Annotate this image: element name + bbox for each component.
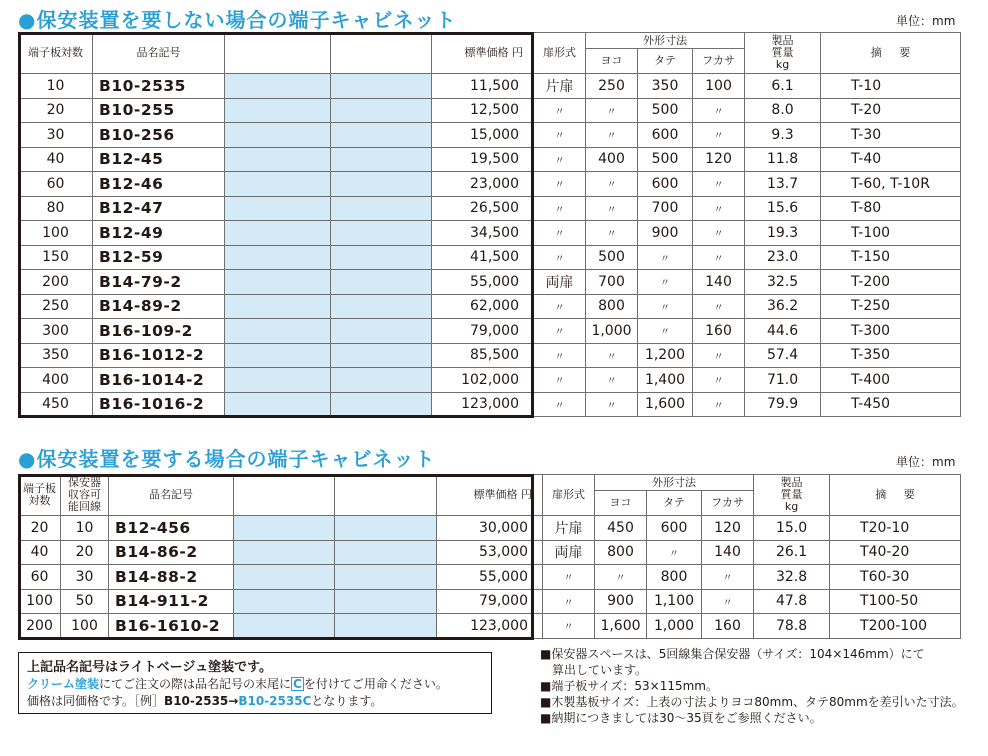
- header-dims: 外形寸法: [595, 475, 754, 491]
- note-cell: T-30: [821, 123, 961, 148]
- door-cell: 〃: [534, 343, 586, 368]
- depth-cell: 〃: [693, 172, 745, 197]
- blank-cell-2: [331, 368, 432, 393]
- note-cell: T-100: [821, 221, 961, 246]
- height-cell: 〃: [638, 270, 693, 295]
- weight-cell: 19.3: [745, 221, 821, 246]
- model-cell: B14-86-2: [109, 540, 234, 565]
- height-cell: 500: [638, 147, 693, 172]
- width-cell: 250: [586, 74, 638, 99]
- table-row: [19, 565, 961, 590]
- blank-cell-1: [225, 270, 331, 295]
- note-cell: T-10: [821, 74, 961, 99]
- price-cell: 123,000: [432, 392, 534, 417]
- door-cell: 〃: [534, 98, 586, 123]
- door-cell: 〃: [534, 147, 586, 172]
- price-cell: 41,500: [432, 245, 534, 270]
- table-row: [19, 245, 961, 270]
- blank-cell-1: [225, 221, 331, 246]
- terminals-cell: 20: [19, 516, 61, 541]
- height-cell: 600: [647, 516, 702, 541]
- header-weight: 製品 質量 kg: [745, 33, 821, 74]
- weight-cell: 79.9: [745, 392, 821, 417]
- header-terminals: 端子板対数: [19, 33, 93, 74]
- depth-cell: 〃: [693, 294, 745, 319]
- door-cell: 〃: [534, 221, 586, 246]
- terminals-cell: 10: [19, 74, 93, 99]
- weight-cell: 47.8: [754, 589, 830, 614]
- footnote-4: ■納期につきましては30～35頁をご参照ください。: [540, 711, 822, 725]
- table-row: [19, 319, 961, 344]
- table-row: [19, 540, 961, 565]
- model-cell: B12-49: [93, 221, 225, 246]
- model-cell: B12-47: [93, 196, 225, 221]
- depth-cell: 160: [693, 319, 745, 344]
- door-cell: 〃: [534, 245, 586, 270]
- section2-title: ●保安装置を要する場合の端子キャビネット: [18, 447, 436, 471]
- note-cell: T-80: [821, 196, 961, 221]
- model-cell: B16-109-2: [93, 319, 225, 344]
- header-door: 扉形式: [534, 33, 586, 74]
- cabinet-table-no-protector: [18, 32, 961, 417]
- header-height: タテ: [647, 491, 702, 516]
- weight-cell: 26.1: [754, 540, 830, 565]
- header-price: 標準価格 円: [432, 33, 534, 74]
- blank-cell-2: [331, 74, 432, 99]
- blank-cell-1: [234, 540, 335, 565]
- price-cell: 26,500: [432, 196, 534, 221]
- weight-cell: 13.7: [745, 172, 821, 197]
- weight-cell: 6.1: [745, 74, 821, 99]
- section2-unit: 単位：mm: [896, 455, 956, 469]
- price-cell: 79,000: [437, 589, 543, 614]
- weight-cell: 23.0: [745, 245, 821, 270]
- price-cell: 85,500: [432, 343, 534, 368]
- price-cell: 30,000: [437, 516, 543, 541]
- depth-cell: 120: [693, 147, 745, 172]
- blank-cell-2: [331, 123, 432, 148]
- width-cell: 〃: [595, 565, 647, 590]
- blank-cell-2: [331, 319, 432, 344]
- door-cell: 〃: [534, 294, 586, 319]
- door-cell: 〃: [534, 368, 586, 393]
- note-cell: T-250: [821, 294, 961, 319]
- weight-cell: 32.5: [745, 270, 821, 295]
- blank-cell-2: [331, 221, 432, 246]
- price-cell: 55,000: [432, 270, 534, 295]
- height-cell: 350: [638, 74, 693, 99]
- header-height: タテ: [638, 49, 693, 74]
- width-cell: 900: [595, 589, 647, 614]
- header-blank-1: [225, 33, 331, 74]
- weight-cell: 57.4: [745, 343, 821, 368]
- header-capacity: 保安器 収容可 能回線: [61, 475, 109, 516]
- width-cell: 800: [595, 540, 647, 565]
- depth-cell: 120: [702, 516, 754, 541]
- note-cell: T-40: [821, 147, 961, 172]
- blank-cell-1: [234, 516, 335, 541]
- width-cell: 500: [586, 245, 638, 270]
- notice-line-2: クリーム塗装にてご注文の際は品名記号の末尾に C を付けてご用命ください。: [27, 677, 448, 691]
- depth-cell: 〃: [702, 565, 754, 590]
- blank-cell-1: [225, 196, 331, 221]
- width-cell: 〃: [586, 392, 638, 417]
- terminals-cell: 100: [19, 221, 93, 246]
- blank-cell-2: [335, 589, 437, 614]
- table-row: [19, 343, 961, 368]
- depth-cell: 140: [693, 270, 745, 295]
- header-terminals: 端子板 対数: [19, 475, 61, 516]
- blank-cell-1: [225, 98, 331, 123]
- width-cell: 〃: [586, 98, 638, 123]
- width-cell: 〃: [586, 123, 638, 148]
- blank-cell-1: [225, 368, 331, 393]
- height-cell: 〃: [638, 245, 693, 270]
- table-row: [19, 294, 961, 319]
- blank-cell-1: [225, 392, 331, 417]
- header-price: 標準価格 円: [437, 475, 543, 516]
- note-cell: T20-10: [830, 516, 961, 541]
- blank-cell-2: [335, 614, 437, 639]
- blank-cell-2: [335, 540, 437, 565]
- note-cell: T100-50: [830, 589, 961, 614]
- header-note: 摘 要: [830, 475, 961, 516]
- header-blank-2: [331, 33, 432, 74]
- table-row: [19, 516, 961, 541]
- price-cell: 55,000: [437, 565, 543, 590]
- price-cell: 62,000: [432, 294, 534, 319]
- header-width: ヨコ: [586, 49, 638, 74]
- note-cell: T-450: [821, 392, 961, 417]
- blank-cell-1: [225, 245, 331, 270]
- depth-cell: 〃: [693, 245, 745, 270]
- model-cell: B16-1012-2: [93, 343, 225, 368]
- header-door: 扉形式: [543, 475, 595, 516]
- blank-cell-2: [331, 98, 432, 123]
- header-model: 品名記号: [109, 475, 234, 516]
- model-cell: B14-89-2: [93, 294, 225, 319]
- width-cell: 〃: [586, 196, 638, 221]
- height-cell: 1,400: [638, 368, 693, 393]
- door-cell: 両扉: [543, 540, 595, 565]
- model-cell: B10-256: [93, 123, 225, 148]
- terminals-cell: 200: [19, 614, 61, 639]
- terminals-cell: 30: [19, 123, 93, 148]
- height-cell: 500: [638, 98, 693, 123]
- door-cell: 片扉: [543, 516, 595, 541]
- header-model: 品名記号: [93, 33, 225, 74]
- table-row: [19, 98, 961, 123]
- door-cell: 〃: [534, 319, 586, 344]
- height-cell: 1,600: [638, 392, 693, 417]
- model-cell: B16-1016-2: [93, 392, 225, 417]
- blank-cell-2: [331, 245, 432, 270]
- model-cell: B10-255: [93, 98, 225, 123]
- door-cell: 〃: [534, 123, 586, 148]
- width-cell: 450: [595, 516, 647, 541]
- note-cell: T-350: [821, 343, 961, 368]
- blank-cell-2: [331, 172, 432, 197]
- terminals-cell: 40: [19, 540, 61, 565]
- door-cell: 〃: [534, 392, 586, 417]
- blank-cell-2: [331, 294, 432, 319]
- price-cell: 11,500: [432, 74, 534, 99]
- section1-unit: 単位：mm: [896, 14, 956, 28]
- terminals-cell: 60: [19, 565, 61, 590]
- width-cell: 〃: [586, 172, 638, 197]
- terminals-cell: 20: [19, 98, 93, 123]
- weight-cell: 36.2: [745, 294, 821, 319]
- blank-cell-1: [225, 294, 331, 319]
- note-cell: T60-30: [830, 565, 961, 590]
- weight-cell: 11.8: [745, 147, 821, 172]
- blank-cell-2: [331, 147, 432, 172]
- header-blank-1: [234, 475, 335, 516]
- width-cell: 〃: [586, 343, 638, 368]
- height-cell: 900: [638, 221, 693, 246]
- header-depth: フカサ: [693, 49, 745, 74]
- blank-cell-2: [335, 565, 437, 590]
- weight-cell: 78.8: [754, 614, 830, 639]
- model-cell: B12-45: [93, 147, 225, 172]
- depth-cell: 160: [702, 614, 754, 639]
- note-cell: T-150: [821, 245, 961, 270]
- note-cell: T40-20: [830, 540, 961, 565]
- color-notice-box: [18, 652, 492, 714]
- depth-cell: 〃: [693, 98, 745, 123]
- model-cell: B14-911-2: [109, 589, 234, 614]
- door-cell: 〃: [543, 565, 595, 590]
- width-cell: 1,600: [595, 614, 647, 639]
- table-row: [19, 172, 961, 197]
- blank-cell-2: [331, 270, 432, 295]
- section1-title: ●保安装置を要しない場合の端子キャビネット: [18, 8, 457, 32]
- depth-cell: 〃: [693, 123, 745, 148]
- height-cell: 1,000: [647, 614, 702, 639]
- weight-cell: 8.0: [745, 98, 821, 123]
- terminals-cell: 300: [19, 319, 93, 344]
- width-cell: 1,000: [586, 319, 638, 344]
- weight-cell: 71.0: [745, 368, 821, 393]
- width-cell: 〃: [586, 221, 638, 246]
- price-cell: 12,500: [432, 98, 534, 123]
- height-cell: 800: [647, 565, 702, 590]
- table-row: [19, 221, 961, 246]
- height-cell: 600: [638, 123, 693, 148]
- weight-cell: 9.3: [745, 123, 821, 148]
- price-cell: 34,500: [432, 221, 534, 246]
- height-cell: 700: [638, 196, 693, 221]
- price-cell: 79,000: [432, 319, 534, 344]
- note-cell: T-300: [821, 319, 961, 344]
- header-weight: 製品 質量 kg: [754, 475, 830, 516]
- depth-cell: 100: [693, 74, 745, 99]
- header-dims: 外形寸法: [586, 33, 745, 49]
- price-cell: 19,500: [432, 147, 534, 172]
- footnote-2: ■端子板サイズ：53×115mm。: [540, 679, 718, 693]
- capacity-cell: 50: [61, 589, 109, 614]
- blank-cell-2: [335, 516, 437, 541]
- depth-cell: 〃: [693, 221, 745, 246]
- table-row: [19, 368, 961, 393]
- width-cell: 800: [586, 294, 638, 319]
- height-cell: 600: [638, 172, 693, 197]
- model-cell: B12-59: [93, 245, 225, 270]
- table-row: [19, 614, 961, 639]
- table-row: [19, 196, 961, 221]
- weight-cell: 44.6: [745, 319, 821, 344]
- depth-cell: 〃: [693, 196, 745, 221]
- terminals-cell: 350: [19, 343, 93, 368]
- blank-cell-1: [225, 123, 331, 148]
- blank-cell-2: [331, 343, 432, 368]
- height-cell: 1,200: [638, 343, 693, 368]
- blank-cell-1: [225, 319, 331, 344]
- model-cell: B16-1014-2: [93, 368, 225, 393]
- width-cell: 〃: [586, 368, 638, 393]
- door-cell: 〃: [534, 196, 586, 221]
- table-row: [19, 392, 961, 417]
- blank-cell-1: [234, 565, 335, 590]
- footnote-1: ■保安器スペースは、5回線集合保安器（サイズ：104×146mm）にて: [540, 647, 925, 661]
- depth-cell: 〃: [702, 589, 754, 614]
- capacity-cell: 10: [61, 516, 109, 541]
- terminals-cell: 40: [19, 147, 93, 172]
- header-depth: フカサ: [702, 491, 754, 516]
- price-cell: 15,000: [432, 123, 534, 148]
- blank-cell-1: [234, 614, 335, 639]
- terminals-cell: 200: [19, 270, 93, 295]
- notice-line-1: 上記品名記号はライトベージュ塗装です。: [27, 660, 273, 675]
- height-cell: 〃: [638, 319, 693, 344]
- header-note: 摘 要: [821, 33, 961, 74]
- notice-line-3: 価格は同価格です。［例］B10-2535→B10-2535Cとなります。: [27, 694, 383, 708]
- terminals-cell: 100: [19, 589, 61, 614]
- depth-cell: 〃: [693, 392, 745, 417]
- terminals-cell: 150: [19, 245, 93, 270]
- capacity-cell: 20: [61, 540, 109, 565]
- note-cell: T-400: [821, 368, 961, 393]
- weight-cell: 15.6: [745, 196, 821, 221]
- capacity-cell: 30: [61, 565, 109, 590]
- model-cell: B12-456: [109, 516, 234, 541]
- note-cell: T200-100: [830, 614, 961, 639]
- table-row: [19, 123, 961, 148]
- table-row: [19, 74, 961, 99]
- price-cell: 53,000: [437, 540, 543, 565]
- height-cell: 1,100: [647, 589, 702, 614]
- note-cell: T-20: [821, 98, 961, 123]
- terminals-cell: 80: [19, 196, 93, 221]
- door-cell: 〃: [543, 614, 595, 639]
- blank-cell-1: [225, 172, 331, 197]
- blank-cell-1: [225, 147, 331, 172]
- depth-cell: 〃: [693, 343, 745, 368]
- door-cell: 〃: [534, 172, 586, 197]
- model-cell: B14-79-2: [93, 270, 225, 295]
- door-cell: 〃: [543, 589, 595, 614]
- weight-cell: 15.0: [754, 516, 830, 541]
- price-cell: 123,000: [437, 614, 543, 639]
- model-cell: B12-46: [93, 172, 225, 197]
- header-blank-2: [335, 475, 437, 516]
- width-cell: 700: [586, 270, 638, 295]
- model-cell: B14-88-2: [109, 565, 234, 590]
- cabinet-table-with-protector: [18, 474, 961, 639]
- blank-cell-1: [225, 343, 331, 368]
- table-row: [19, 589, 961, 614]
- terminals-cell: 400: [19, 368, 93, 393]
- blank-cell-1: [225, 74, 331, 99]
- blank-cell-1: [234, 589, 335, 614]
- footnotes: [540, 646, 980, 726]
- door-cell: 両扉: [534, 270, 586, 295]
- footnote-3: ■木製基板サイズ：上表の寸法よりヨコ80mm、タテ80mmを差引いた寸法。: [540, 695, 964, 709]
- blank-cell-2: [331, 196, 432, 221]
- table-row: [19, 147, 961, 172]
- price-cell: 102,000: [432, 368, 534, 393]
- terminals-cell: 250: [19, 294, 93, 319]
- capacity-cell: 100: [61, 614, 109, 639]
- table-row: [19, 270, 961, 295]
- model-cell: B16-1610-2: [109, 614, 234, 639]
- terminals-cell: 60: [19, 172, 93, 197]
- terminals-cell: 450: [19, 392, 93, 417]
- header-width: ヨコ: [595, 491, 647, 516]
- door-cell: 片扉: [534, 74, 586, 99]
- depth-cell: 140: [702, 540, 754, 565]
- note-cell: T-200: [821, 270, 961, 295]
- note-cell: T-60, T-10R: [821, 172, 961, 197]
- price-cell: 23,000: [432, 172, 534, 197]
- width-cell: 400: [586, 147, 638, 172]
- height-cell: 〃: [647, 540, 702, 565]
- weight-cell: 32.8: [754, 565, 830, 590]
- depth-cell: 〃: [693, 368, 745, 393]
- height-cell: 〃: [638, 294, 693, 319]
- model-cell: B10-2535: [93, 74, 225, 99]
- footnote-1-cont: 算出しています。: [552, 663, 648, 677]
- blank-cell-2: [331, 392, 432, 417]
